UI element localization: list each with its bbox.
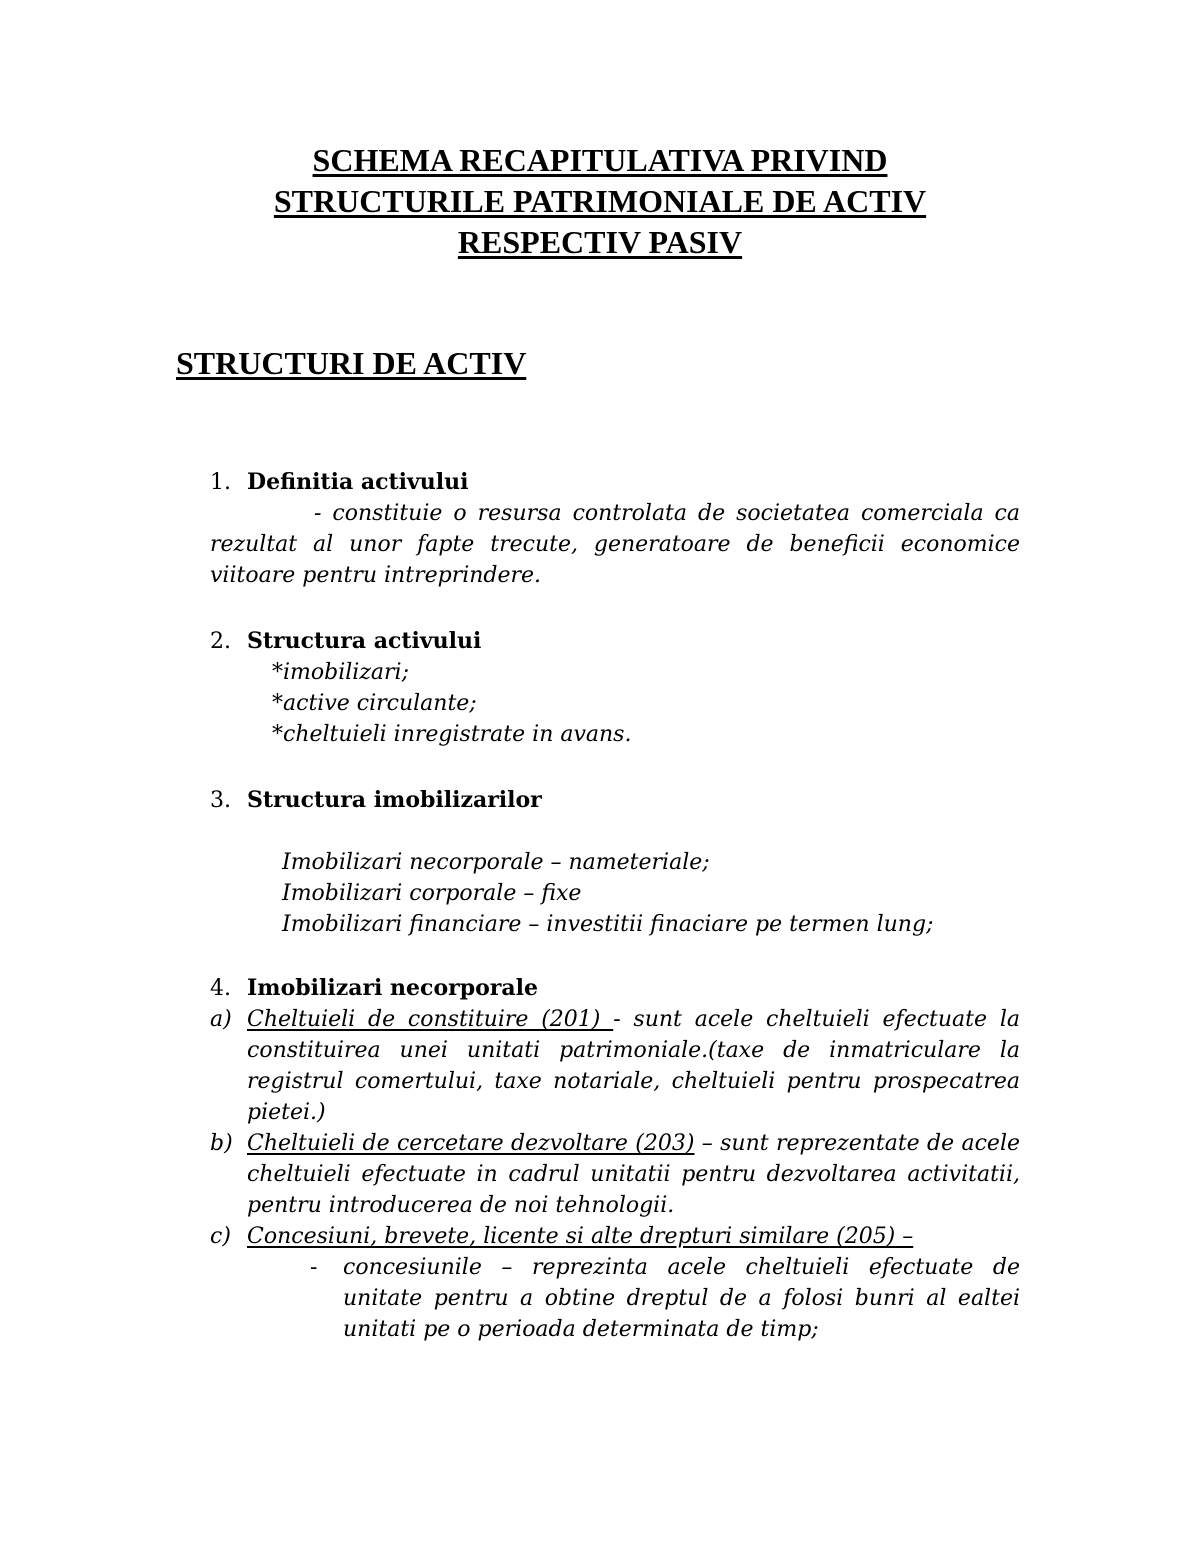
sub-item-b — [210, 1128, 1020, 1221]
item-number: 3. — [210, 788, 231, 813]
dash-item-text: concesiunile – reprezinta acele cheltuieli efectuate de unitate pentru a obtine dreptul de a folosi bunri al ealtei unitati pe o perioada determinata de timp; — [343, 1255, 1020, 1342]
sub-letter: b) — [210, 1131, 233, 1156]
list-item: *cheltuieli inregistrate in avans. — [272, 722, 632, 747]
sub-letter: a) — [210, 1007, 232, 1032]
item-imobilizari-necorporale — [210, 973, 1020, 1345]
item-heading: Structura activului — [247, 628, 482, 654]
item-structura-imobilizarilor — [210, 785, 1020, 940]
item-heading: Definitia activului — [247, 469, 469, 495]
item-heading: Imobilizari necorporale — [247, 975, 538, 1001]
sub-item-c — [210, 1221, 1020, 1252]
sub-item-text: – sunt reprezentate de acele cheltuieli efectuate in cadrul unitatii pentru dezvoltarea activitatii, pentru introducerea de noi tehnologii. — [247, 1131, 1021, 1218]
list-item: Imobilizari financiare – investitii finaciare pe termen lung; — [282, 912, 934, 937]
document-title — [140, 140, 1060, 263]
sub-item-title: Concesiuni, brevete, licente si alte drepturi similare (205) – — [247, 1224, 914, 1249]
item-number: 1. — [210, 470, 231, 495]
sub-item-title: Cheltuieli de constituire (201) — [247, 1007, 614, 1032]
title-line-3: RESPECTIV PASIV — [457, 224, 743, 260]
item-heading: Structura imobilizarilor — [247, 787, 542, 813]
list-item: Imobilizari necorporale – nameteriale; — [282, 850, 710, 875]
dash-bullet: - — [310, 1255, 318, 1280]
sub-item-a — [210, 1004, 1020, 1128]
list-item: *active circulante; — [272, 691, 477, 716]
sub-item-text: - sunt acele cheltuieli efectuate la constituirea unei unitati patrimoniale.(taxe de inmatriculare la registrul comertului, taxe notariale, cheltuieli pentru prospecatrea pietei.) — [247, 1007, 1020, 1125]
list-item: *imobilizari; — [272, 660, 410, 685]
list-item: Imobilizari corporale – fixe — [282, 881, 582, 906]
title-line-2: STRUCTURILE PATRIMONIALE DE ACTIV — [273, 183, 927, 219]
item-number: 4. — [210, 976, 231, 1001]
sub-item-title: Cheltuieli de cercetare dezvoltare (203) — [247, 1131, 695, 1156]
section-heading: STRUCTURI DE ACTIV — [176, 345, 527, 381]
item-definitia-activului — [210, 467, 1020, 591]
definition-text: - constituie o resursa controlata de societatea comerciala ca rezultat al unor fapte trecute, generatoare de beneficii economice viitoare pentru intreprindere. — [210, 501, 1020, 588]
item-structura-activului — [210, 626, 1020, 750]
title-line-1: SCHEMA RECAPITULATIVA PRIVIND — [312, 142, 888, 178]
item-number: 2. — [210, 629, 231, 654]
sub-letter: c) — [210, 1224, 231, 1249]
dash-item-concesiunile — [210, 1252, 1020, 1345]
